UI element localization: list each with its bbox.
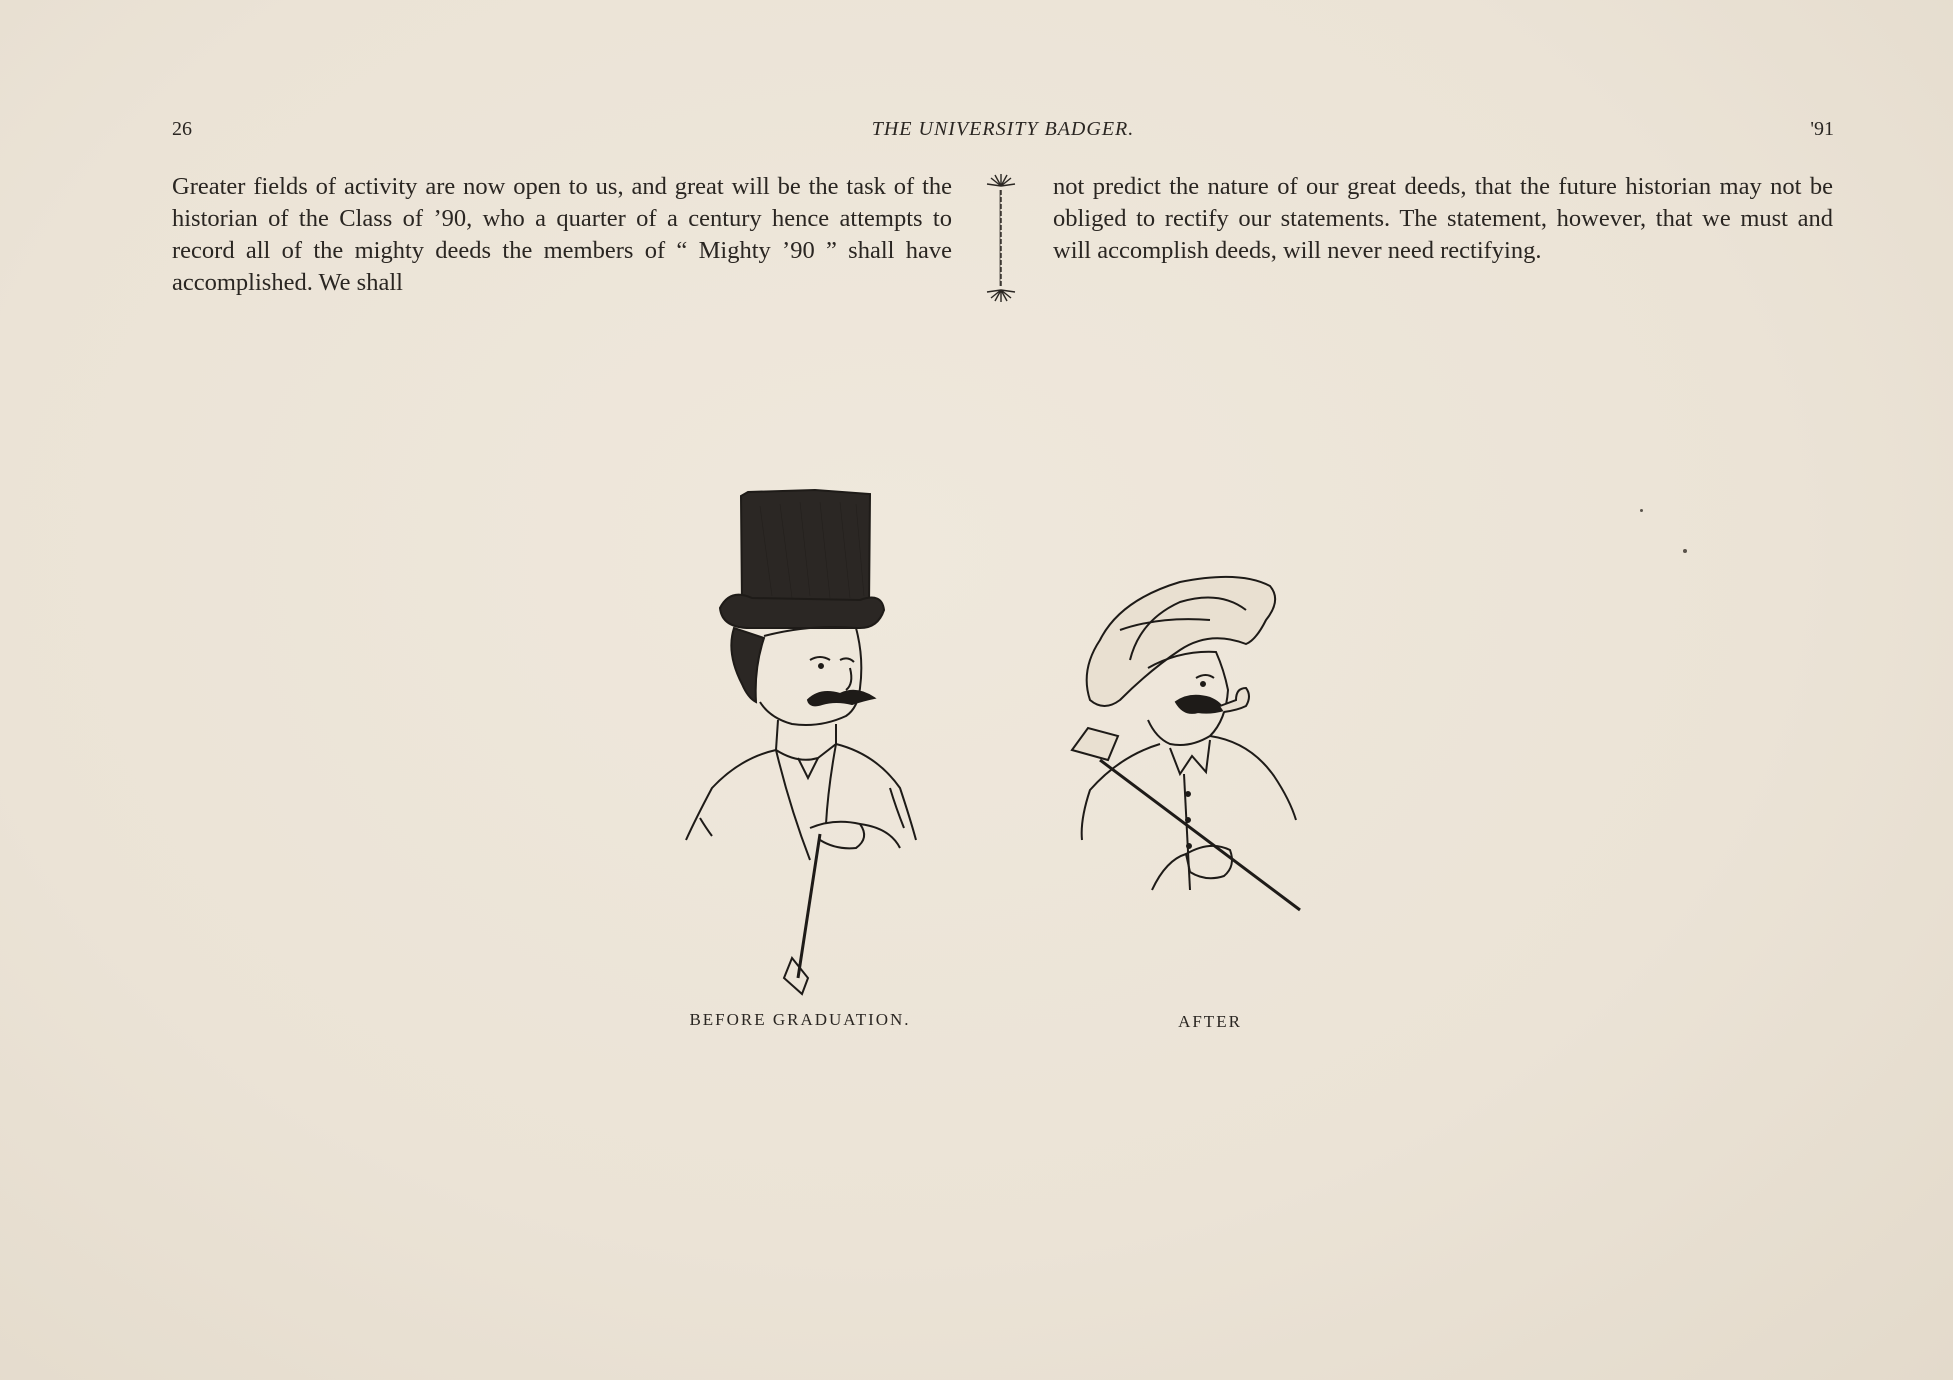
- page-header: [172, 118, 1834, 148]
- paper-speck: [1683, 549, 1687, 553]
- before-graduation-illustration: [660, 488, 940, 1008]
- body-paragraph-right: not predict the nature of our great deeds, that the future historian may not be obliged to rectify our statements. The statement, however, that we must and will accomplish deeds, will never need rectifying.: [1053, 173, 1833, 264]
- page-number: 26: [172, 118, 192, 140]
- ornamental-divider: [983, 172, 1019, 304]
- year-mark: '91: [1810, 118, 1834, 140]
- running-title: THE UNIVERSITY BADGER.: [871, 118, 1135, 140]
- paper-speck: [1640, 509, 1643, 512]
- before-caption: BEFORE GRADUATION.: [689, 1010, 911, 1029]
- body-paragraph-left: Greater fields of activity are now open to us, and great will be the task of the historian of the Class of ’90, who a quarter of a century hence attempts to record all of the mighty deeds the members of “ Mighty ’90 ” shall have accomplished. We shall: [172, 173, 952, 296]
- body-column-left: [172, 171, 952, 299]
- body-column-right: [1053, 171, 1833, 267]
- after-caption: AFTER: [1178, 1012, 1242, 1031]
- after-graduation-illustration: [1060, 560, 1330, 940]
